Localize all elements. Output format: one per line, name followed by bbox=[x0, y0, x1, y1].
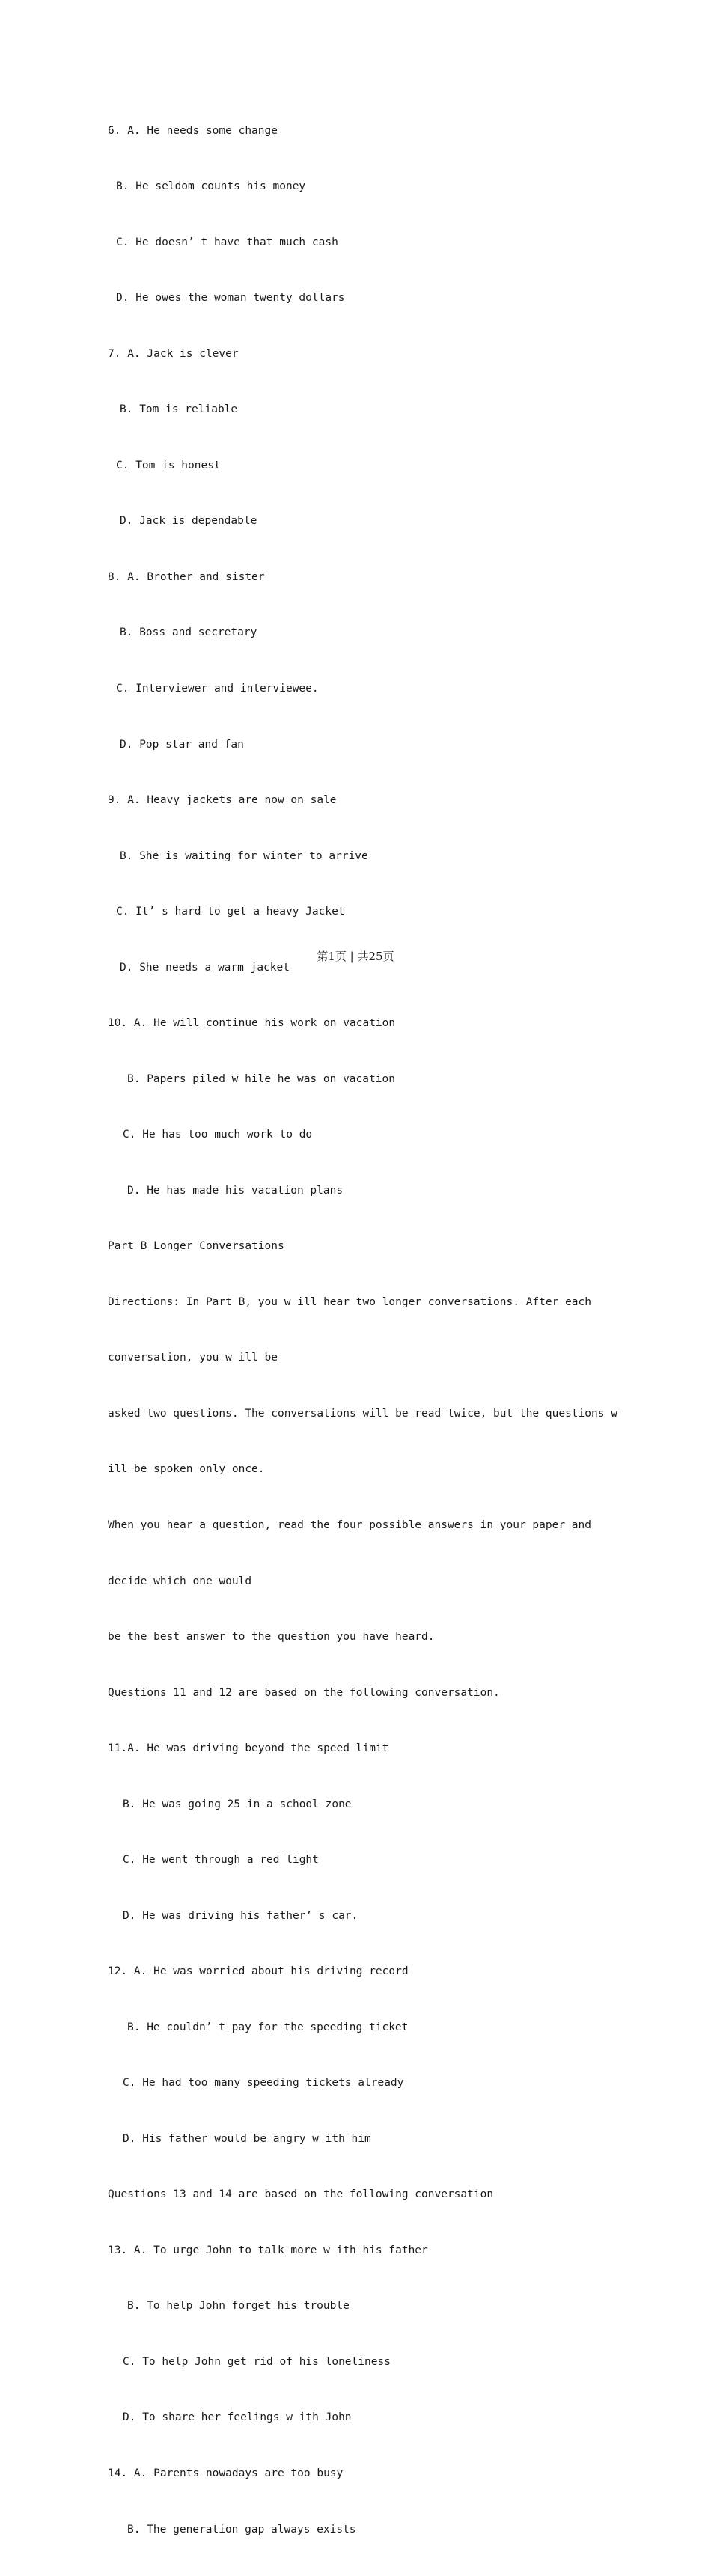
directions-line-2: conversation, you w ill be bbox=[108, 1352, 278, 1364]
line-q14-b: B. The generation gap always exists bbox=[127, 2523, 356, 2536]
line-q13-d: D. To share her feelings w ith John bbox=[123, 2411, 352, 2424]
directions-line-3: asked two questions. The conversations will be read twice, but the questions w bbox=[108, 1407, 617, 1420]
line-q13-a: 13. A. To urge John to talk more w ith his father bbox=[108, 2244, 428, 2256]
line-q6-c: C. He doesn’ t have that much cash bbox=[116, 236, 338, 248]
directions-line-6: decide which one would bbox=[108, 1575, 252, 1587]
line-q10-c: C. He has too much work to do bbox=[123, 1129, 313, 1141]
questions-11-12-intro: Questions 11 and 12 are based on the following conversation. bbox=[108, 1686, 500, 1699]
line-q11-c: C. He went through a red light bbox=[123, 1854, 319, 1867]
line-q6-d: D. He owes the woman twenty dollars bbox=[116, 292, 345, 305]
line-q9-b: B. She is waiting for winter to arrive bbox=[120, 849, 368, 862]
line-q12-a: 12. A. He was worried about his driving record bbox=[108, 1965, 409, 1978]
line-q13-b: B. To help John forget his trouble bbox=[127, 2300, 350, 2313]
directions-line-1: Directions: In Part B, you w ill hear two longer conversations. After each bbox=[108, 1295, 592, 1308]
questions-13-14-intro: Questions 13 and 14 are based on the following conversation bbox=[108, 2188, 494, 2201]
directions-line-7: be the best answer to the question you have heard. bbox=[108, 1631, 435, 1643]
line-q7-b: B. Tom is reliable bbox=[120, 403, 238, 416]
line-q8-d: D. Pop star and fan bbox=[120, 738, 244, 751]
line-q12-d: D. His father would be angry w ith him bbox=[123, 2132, 371, 2145]
section-heading-part-b: Part B Longer Conversations bbox=[108, 1240, 284, 1253]
line-q10-d: D. He has made his vacation plans bbox=[127, 1184, 344, 1197]
line-q8-b: B. Boss and secretary bbox=[120, 626, 257, 639]
line-q8-c: C. Interviewer and interviewee. bbox=[116, 683, 319, 695]
line-q7-c: C. Tom is honest bbox=[116, 459, 221, 471]
directions-line-5: When you hear a question, read the four possible answers in your paper and bbox=[108, 1519, 592, 1531]
line-q9-c: C. It’ s hard to get a heavy Jacket bbox=[116, 906, 345, 918]
line-q9-d: D. She needs a warm jacket bbox=[120, 961, 290, 974]
line-q7-a: 7. A. Jack is clever bbox=[108, 347, 239, 360]
line-q9-a: 9. A. Heavy jackets are now on sale bbox=[108, 794, 337, 807]
line-q11-d: D. He was driving his father’ s car. bbox=[123, 1909, 358, 1922]
line-q10-b: B. Papers piled w hile he was on vacation bbox=[127, 1072, 395, 1085]
line-q7-d: D. Jack is dependable bbox=[120, 515, 257, 528]
line-q10-a: 10. A. He will continue his work on vacation bbox=[108, 1017, 396, 1030]
line-q11-a: 11.A. He was driving beyond the speed limit bbox=[108, 1742, 389, 1755]
line-q6-b: B. He seldom counts his money bbox=[116, 180, 306, 193]
line-q6-a: 6. A. He needs some change bbox=[108, 124, 278, 137]
line-q8-a: 8. A. Brother and sister bbox=[108, 570, 265, 583]
page-footer: 第1页 | 共25页 bbox=[317, 950, 394, 963]
line-q14-a: 14. A. Parents nowadays are too busy bbox=[108, 2467, 344, 2479]
directions-line-4: ill be spoken only once. bbox=[108, 1463, 265, 1476]
line-q12-b: B. He couldn’ t pay for the speeding ticket bbox=[127, 2021, 409, 2033]
line-q13-c: C. To help John get rid of his loneliness bbox=[123, 2355, 391, 2368]
line-q12-c: C. He had too many speeding tickets already bbox=[123, 2077, 404, 2090]
page-body bbox=[108, 85, 617, 2576]
line-q11-b: B. He was going 25 in a school zone bbox=[123, 1798, 352, 1810]
